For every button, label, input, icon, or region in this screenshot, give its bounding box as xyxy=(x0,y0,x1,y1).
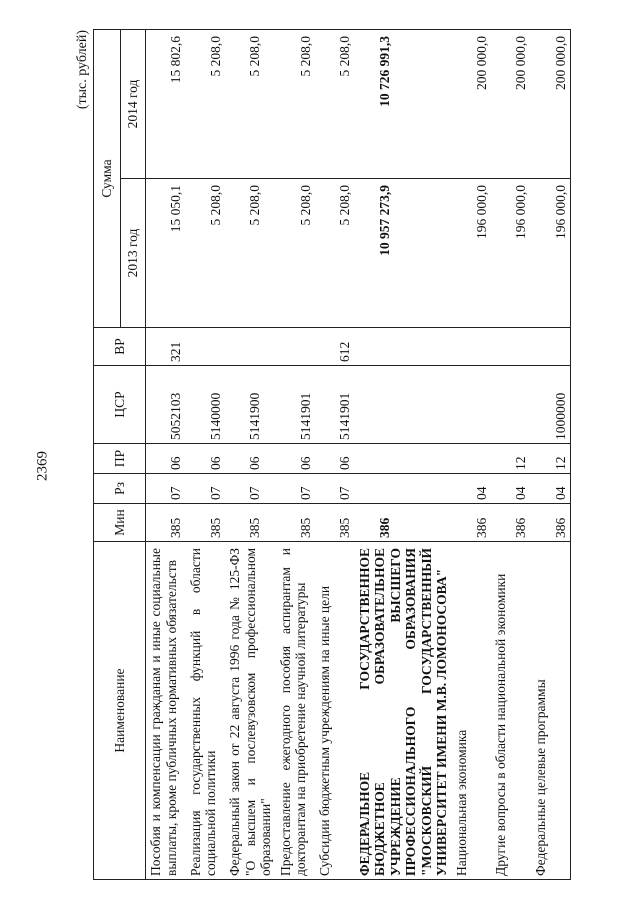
row-pr: 12 xyxy=(531,444,571,474)
row-amount-2013: 196 000,0 xyxy=(531,179,571,328)
table-row xyxy=(355,29,452,879)
row-amount-2013: 196 000,0 xyxy=(491,179,531,328)
row-min: 386 xyxy=(491,504,531,542)
row-amount-2013: 196 000,0 xyxy=(452,179,492,328)
row-vr xyxy=(452,328,492,366)
row-min: 385 xyxy=(276,504,316,542)
row-vr xyxy=(491,328,531,366)
row-amount-2014: 5 208,0 xyxy=(186,29,226,178)
header-rz: Рз xyxy=(94,474,146,504)
header-name: Наименование xyxy=(94,542,146,880)
row-amount-2013: 5 208,0 xyxy=(276,179,316,328)
row-amount-2014: 200 000,0 xyxy=(491,29,531,178)
row-vr xyxy=(186,328,226,366)
header-csr: ЦСР xyxy=(94,366,146,444)
table-header xyxy=(94,29,146,879)
table-row xyxy=(186,29,226,879)
row-pr: 06 xyxy=(225,444,276,474)
row-name: Субсидии бюджетным учреждениям на иные цели xyxy=(315,542,355,880)
table-row xyxy=(315,29,355,879)
row-name: Другие вопросы в области национальной экономики xyxy=(491,542,531,880)
row-vr xyxy=(276,328,316,366)
row-name: Пособия и компенсации гражданам и иные социальные выплаты, кроме публичных нормативных обязательств xyxy=(146,542,186,880)
row-csr: 5141901 xyxy=(276,366,316,444)
row-csr: 5141901 xyxy=(315,366,355,444)
row-name: ФЕДЕРАЛЬНОЕ ГОСУДАРСТВЕННОЕ БЮДЖЕТНОЕ ОБРАЗОВАТЕЛЬНОЕ УЧРЕЖДЕНИЕ ВЫСШЕГО ПРОФЕССИОНАЛЬНОГО ОБРАЗОВАНИЯ "МОСКОВСКИЙ ГОСУДАРСТВЕННЫЙ УНИВЕРСИТЕТ ИМЕНИ М.В. ЛОМОНОСОВА" xyxy=(355,542,452,880)
row-min: 385 xyxy=(225,504,276,542)
row-amount-2014: 5 208,0 xyxy=(315,29,355,178)
row-rz: 07 xyxy=(186,474,226,504)
row-rz: 07 xyxy=(276,474,316,504)
row-amount-2014: 10 726 991,3 xyxy=(355,29,452,178)
row-rz: 04 xyxy=(452,474,492,504)
header-sum: Сумма xyxy=(94,29,121,327)
header-year-2014: 2014 год xyxy=(121,29,146,178)
row-rz: 04 xyxy=(491,474,531,504)
table-row xyxy=(452,29,492,879)
row-min: 386 xyxy=(355,504,452,542)
row-min: 385 xyxy=(315,504,355,542)
header-vr: ВР xyxy=(94,328,146,366)
row-csr xyxy=(355,366,452,444)
row-csr xyxy=(491,366,531,444)
table-row xyxy=(276,29,316,879)
row-amount-2013: 15 050,1 xyxy=(146,179,186,328)
row-csr: 5141900 xyxy=(225,366,276,444)
row-rz: 04 xyxy=(531,474,571,504)
budget-table xyxy=(93,29,571,880)
row-name: Федеральный закон от 22 августа 1996 года № 125-ФЗ "О высшем и послевузовском профессиональном образовании" xyxy=(225,542,276,880)
row-vr xyxy=(225,328,276,366)
table-row xyxy=(225,29,276,879)
row-rz: 07 xyxy=(315,474,355,504)
row-vr: 612 xyxy=(315,328,355,366)
row-name: Предоставление ежегодного пособия аспирантам и докторантам на приобретение научной литературы xyxy=(276,542,316,880)
row-csr xyxy=(452,366,492,444)
budget-table-region xyxy=(75,30,568,880)
units-note: (тыс. рублей) xyxy=(75,30,90,110)
row-min: 386 xyxy=(531,504,571,542)
row-name: Федеральные целевые программы xyxy=(531,542,571,880)
table-row xyxy=(146,29,186,879)
header-year-2013: 2013 год xyxy=(121,179,146,328)
row-amount-2014: 15 802,6 xyxy=(146,29,186,178)
row-amount-2014: 5 208,0 xyxy=(225,29,276,178)
row-amount-2013: 5 208,0 xyxy=(186,179,226,328)
row-min: 385 xyxy=(186,504,226,542)
row-name: Реализация государственных функций в области социальной политики xyxy=(186,542,226,880)
row-csr: 5140000 xyxy=(186,366,226,444)
row-vr xyxy=(355,328,452,366)
row-pr xyxy=(452,444,492,474)
row-min: 385 xyxy=(146,504,186,542)
row-rz: 07 xyxy=(225,474,276,504)
table-body xyxy=(146,29,571,879)
row-pr: 06 xyxy=(146,444,186,474)
row-amount-2014: 200 000,0 xyxy=(452,29,492,178)
row-csr: 5052103 xyxy=(146,366,186,444)
row-vr xyxy=(531,328,571,366)
row-amount-2013: 5 208,0 xyxy=(225,179,276,328)
header-min: Мин xyxy=(94,504,146,542)
table-row xyxy=(491,29,531,879)
row-pr: 06 xyxy=(186,444,226,474)
row-rz xyxy=(355,474,452,504)
row-name: Национальная экономика xyxy=(452,542,492,880)
row-amount-2014: 5 208,0 xyxy=(276,29,316,178)
row-pr: 06 xyxy=(276,444,316,474)
row-vr: 321 xyxy=(146,328,186,366)
row-pr: 06 xyxy=(315,444,355,474)
row-amount-2013: 5 208,0 xyxy=(315,179,355,328)
row-rz: 07 xyxy=(146,474,186,504)
page-number: 2369 xyxy=(34,451,51,481)
row-csr: 1000000 xyxy=(531,366,571,444)
row-pr xyxy=(355,444,452,474)
row-min: 386 xyxy=(452,504,492,542)
table-row xyxy=(531,29,571,879)
row-amount-2013: 10 957 273,9 xyxy=(355,179,452,328)
row-amount-2014: 200 000,0 xyxy=(531,29,571,178)
header-pr: ПР xyxy=(94,444,146,474)
row-pr: 12 xyxy=(491,444,531,474)
